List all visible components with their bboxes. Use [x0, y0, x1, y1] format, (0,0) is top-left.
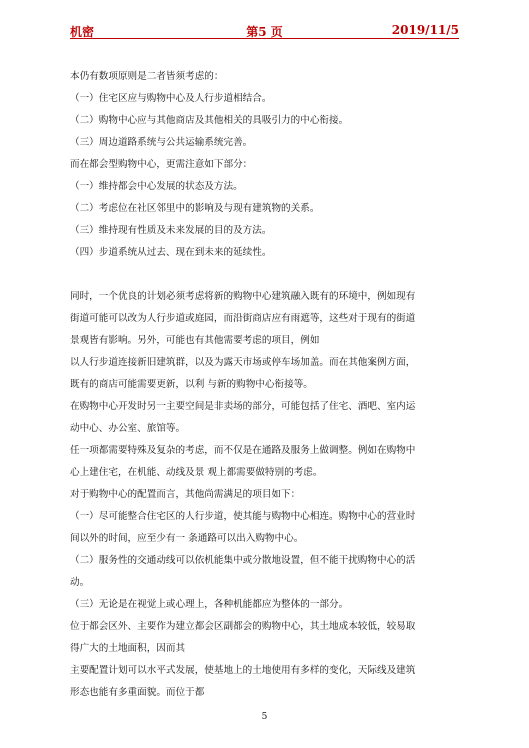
text-line: 任一项都需要特殊及复杂的考虑，而不仅是在通路及服务上做调整。例如在购物中 — [70, 445, 416, 456]
header-confidential: 机密 — [70, 25, 95, 39]
text-line: （二）服务性的交通动线可以依机能集中或分散地设置，但不能干扰购物中心的活 — [70, 555, 416, 566]
page-footer-number: 5 — [261, 712, 268, 722]
text-line: 而在都会型购物中心，更需注意如下部分： — [70, 159, 253, 170]
header-page-label: 第5 页 — [246, 25, 283, 39]
text-line: 在购物中心开发时另一主要空间是非卖场的部分，可能包括了住宅、酒吧、室内运 — [70, 401, 416, 412]
text-line: 动中心、办公室、旅馆等。 — [70, 423, 186, 434]
text-line: （一）尽可能整合住宅区的人行步道，使其能与购物中心相连。购物中心的营业时 — [70, 511, 416, 522]
text-line: 心上建住宅，在机能、动线及景 观上都需要做特别的考虑。 — [70, 467, 323, 478]
header-date: 2019/11/5 — [391, 23, 459, 37]
text-line: 位于都会区外、主要作为建立都会区副都会的购物中心，其土地成本较低，较易取 — [70, 621, 416, 632]
text-line: （三）周边道路系统与公共运输系统完善。 — [70, 137, 253, 148]
text-line: 本仍有数项原则是二者皆须考虑的： — [70, 71, 224, 82]
paragraph-gap — [70, 264, 459, 286]
text-line: 景观皆有影响。另外，可能也有其他需要考虑的项目，例如 — [70, 335, 320, 346]
text-line: （二）购物中心应与其他商店及其他相关的具吸引力的中心衔接。 — [70, 115, 349, 126]
page-header — [70, 20, 459, 40]
text-line: 同时，一个优良的计划必须考虑将新的购物中心建筑融入既有的环境中，例如现有 — [70, 291, 416, 302]
text-line: 得广大的土地面积，因而其 — [70, 643, 186, 654]
document-body — [70, 66, 459, 704]
text-line: （四）步道系统从过去、现在到未来的延续性。 — [70, 247, 272, 258]
text-line: （一）维持都会中心发展的状态及方法。 — [70, 181, 243, 192]
text-line: 既有的商店可能需要更新，以利 与新的购物中心衔接等。 — [70, 379, 313, 390]
text-line: 以人行步道连接新旧建筑群，以及为露天市场或停车场加盖。而在其他案例方面， — [70, 357, 416, 368]
header-divider — [70, 38, 459, 39]
text-line: 街道可能可以改为人行步道或庭园，而沿街商店应有雨遮等，这些对于现有的街道 — [70, 313, 416, 324]
text-line: （一）住宅区应与购物中心及人行步道相结合。 — [70, 93, 272, 104]
text-line: 主要配置计划可以水平式发展，使基地上的土地使用有多样的变化，天际线及建筑 — [70, 665, 416, 676]
text-line: （三）维持现有性质及未来发展的目的及方法。 — [70, 225, 272, 236]
text-line: （二）考虑位在社区邻里中的影响及与现有建筑物的关系。 — [70, 203, 320, 214]
text-line: （三）无论是在视觉上或心理上，各种机能都应为整体的一部分。 — [70, 599, 349, 610]
text-line: 间以外的时间，应至少有一 条通路可以出入购物中心。 — [70, 533, 304, 544]
text-line: 动。 — [70, 577, 90, 588]
text-line: 对于购物中心的配置而言，其他尚需满足的项目如下： — [70, 489, 301, 500]
text-line: 形态也能有多重面貌。而位于都 — [70, 687, 205, 698]
